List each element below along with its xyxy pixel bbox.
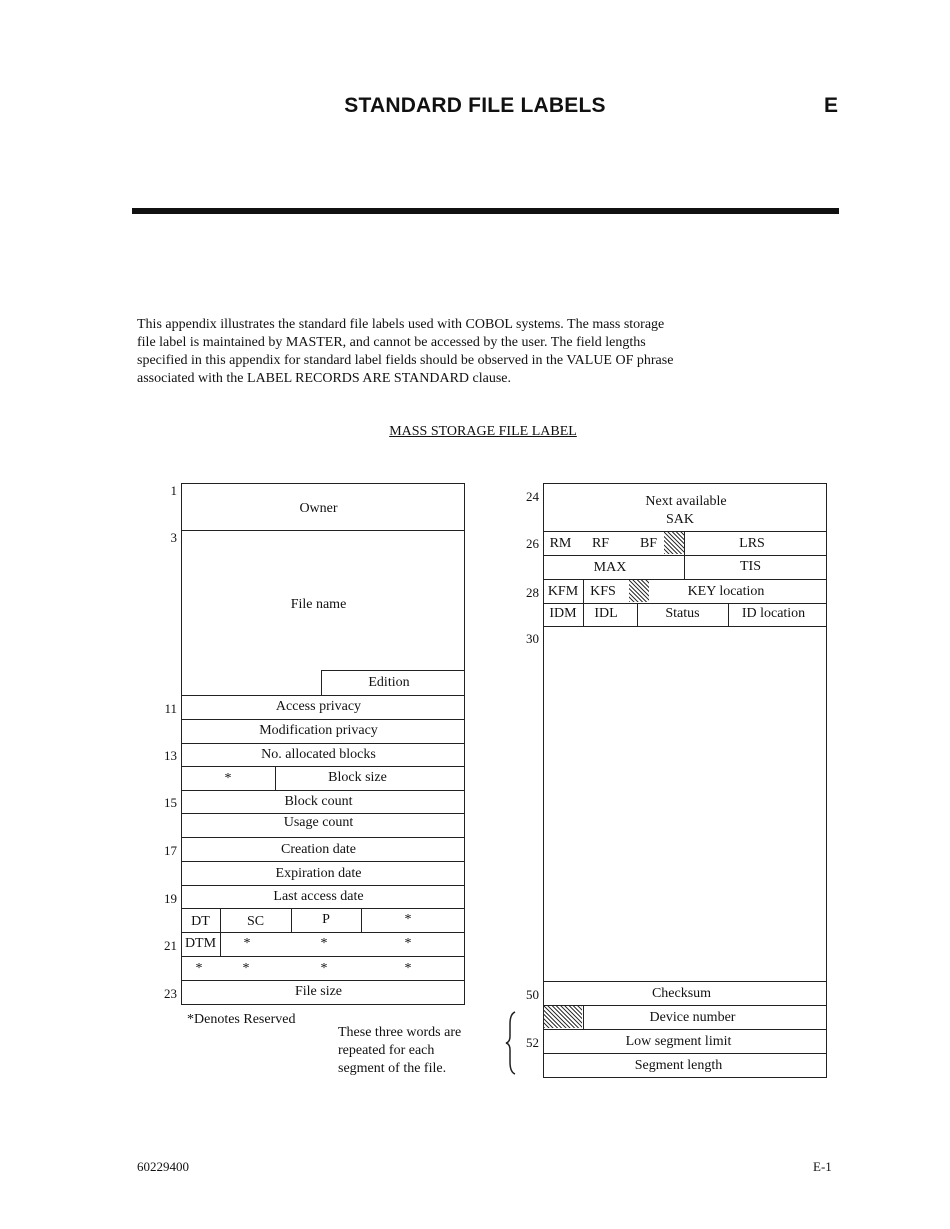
word-number: 24	[526, 489, 539, 504]
word-number: 26	[526, 536, 539, 551]
reserved-field: *	[404, 912, 412, 927]
intro-line: specified in this appendix for standard label fields should be observed in the VALUE OF phrase	[137, 353, 674, 368]
device-number-field: Device number	[649, 1010, 736, 1025]
title-rule	[132, 208, 839, 214]
rf-field: RF	[591, 536, 610, 551]
intro-line: This appendix illustrates the standard file labels used with COBOL systems. The mass storage	[137, 317, 665, 332]
word-number: 52	[526, 1035, 539, 1050]
idm-field: IDM	[549, 606, 577, 621]
reserved-hatch	[664, 532, 684, 554]
word-number: 30	[526, 631, 539, 646]
reserved-hatch	[629, 580, 649, 602]
reserved-field: *	[195, 961, 203, 976]
reserved-field: *	[320, 936, 328, 951]
repeat-note-line: These three words are	[338, 1025, 462, 1040]
reserved-field: *	[224, 771, 232, 786]
p-field: P	[322, 912, 330, 927]
usage-count-field: Usage count	[283, 815, 354, 830]
sak-field: SAK	[665, 512, 694, 527]
page-number: E-1	[813, 1159, 832, 1174]
expiration-date-field: Expiration date	[275, 866, 362, 881]
modification-privacy-field: Modification privacy	[259, 723, 378, 738]
dtm-field: DTM	[184, 936, 217, 951]
access-privacy-field: Access privacy	[275, 699, 362, 714]
next-available-field: Next available	[645, 494, 727, 509]
reserved-footnote: *Denotes Reserved	[187, 1012, 296, 1027]
reserved-field: *	[242, 961, 250, 976]
word-number: 13	[164, 748, 177, 763]
repeat-note	[338, 1024, 461, 1078]
reserved-field: *	[320, 961, 328, 976]
word-number: 15	[164, 795, 177, 810]
max-field: MAX	[593, 560, 627, 575]
document-number: 60229400	[137, 1159, 189, 1174]
allocated-blocks-field: No. allocated blocks	[261, 747, 376, 762]
file-name-field: File name	[290, 597, 347, 612]
intro-line: file label is maintained by MASTER, and cannot be accessed by the user. The field lengths	[137, 335, 646, 350]
bf-field: BF	[639, 536, 658, 551]
block-size-field: Block size	[328, 770, 387, 785]
segment-length-field: Segment length	[634, 1058, 723, 1073]
word-number: 11	[164, 701, 177, 716]
word-number: 28	[526, 585, 539, 600]
word-number: 21	[164, 938, 177, 953]
word-number: 1	[170, 483, 177, 498]
page-title: STANDARD FILE LABELS	[344, 94, 606, 117]
key-location-field: KEY location	[687, 584, 765, 599]
tis-field: TIS	[740, 559, 761, 574]
appendix-letter: E	[824, 94, 839, 117]
sc-field: SC	[246, 914, 265, 929]
id-location-field: ID location	[741, 606, 806, 621]
reserved-field: *	[404, 961, 412, 976]
diagram-heading: MASS STORAGE FILE LABEL	[389, 424, 577, 439]
last-access-date-field: Last access date	[273, 889, 364, 904]
kfs-field: KFS	[590, 584, 616, 599]
word-number: 19	[164, 891, 177, 906]
file-size-field: File size	[294, 984, 343, 999]
dt-field: DT	[191, 914, 210, 929]
word-number: 3	[170, 530, 177, 545]
repeat-note-line: repeated for each	[338, 1043, 435, 1058]
idl-field: IDL	[594, 606, 618, 621]
rm-field: RM	[549, 536, 572, 551]
word-number: 17	[164, 843, 177, 858]
reserved-field: *	[243, 936, 251, 951]
reserved-hatch	[544, 1006, 582, 1028]
creation-date-field: Creation date	[280, 842, 357, 857]
intro-line: associated with the LABEL RECORDS ARE STANDARD clause.	[137, 371, 511, 386]
reserved-field: *	[404, 936, 412, 951]
repeat-note-line: segment of the file.	[338, 1061, 447, 1076]
brace-icon	[505, 1010, 519, 1076]
edition-field: Edition	[368, 675, 410, 690]
word-number: 23	[164, 986, 177, 1001]
block-count-field: Block count	[284, 794, 353, 809]
status-field: Status	[665, 606, 700, 621]
intro-paragraph	[137, 316, 827, 388]
word-number: 50	[526, 987, 539, 1002]
low-segment-limit-field: Low segment limit	[625, 1034, 732, 1049]
kfm-field: KFM	[547, 584, 579, 599]
checksum-field: Checksum	[651, 986, 712, 1001]
owner-field: Owner	[299, 501, 338, 516]
lrs-field: LRS	[739, 536, 765, 551]
